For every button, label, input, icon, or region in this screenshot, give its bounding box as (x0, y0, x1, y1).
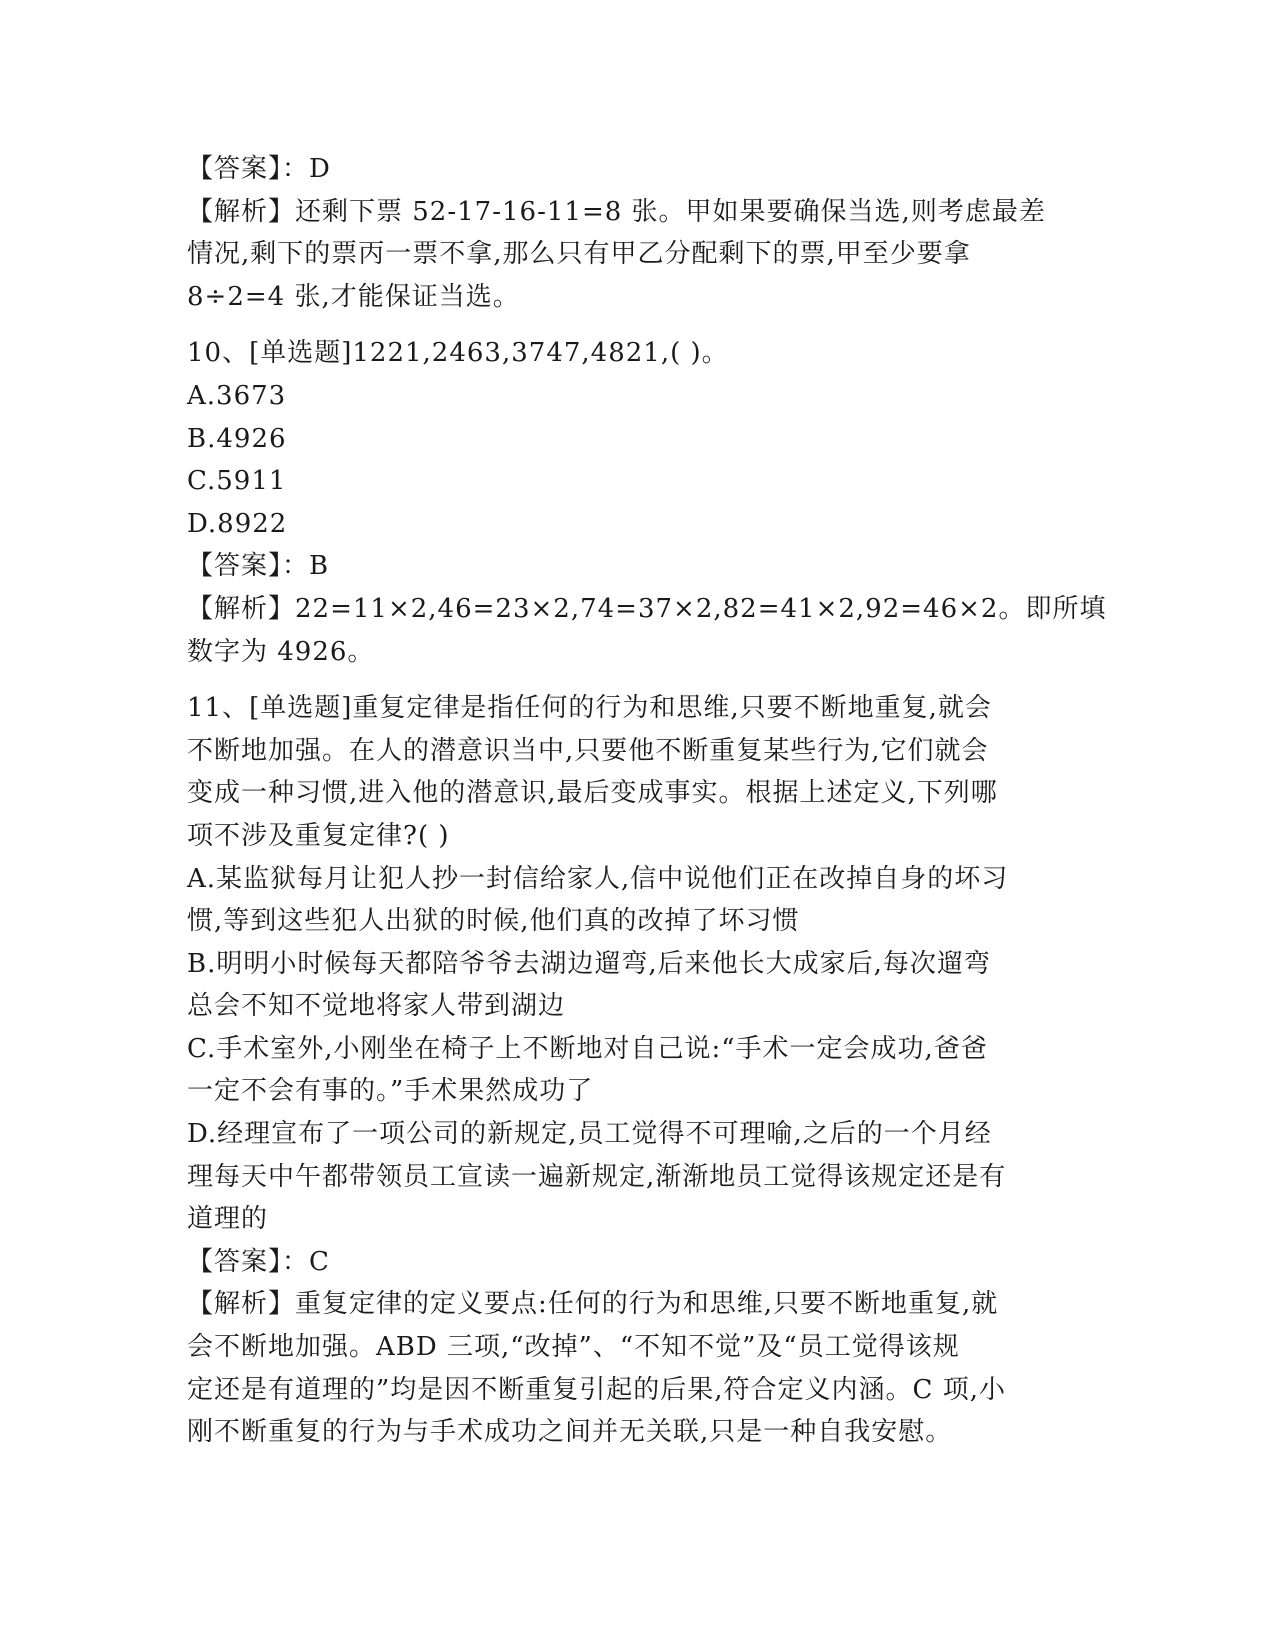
q9-analysis-line: 情况,剩下的票丙一票不拿,那么只有甲乙分配剩下的票,甲至少要拿 (187, 239, 971, 270)
q11-option-d-line: D.经理宣布了一项公司的新规定,员工觉得不可理喻,之后的一个月经 (187, 1119, 992, 1150)
q9-analysis-line: 【解析】还剩下票 52-17-16-11=8 张。甲如果要确保当选,则考虑最差 (187, 196, 1046, 227)
q9-block (187, 148, 1087, 318)
q11-question-line: 11、[单选题]重复定律是指任何的行为和思维,只要不断地重复,就会 (187, 693, 992, 724)
q11-option-b-line: B.明明小时候每天都陪爷爷去湖边遛弯,后来他长大成家后,每次遛弯 (187, 948, 991, 979)
q9-answer: 【答案】：D (187, 154, 331, 184)
q11-option-a-line: A.某监狱每月让犯人抄一封信给家人,信中说他们正在改掉自身的坏习 (187, 863, 1009, 894)
q9-analysis-line: 8÷2=4 张,才能保证当选。 (187, 281, 520, 312)
q11-option-c-line: C.手术室外,小刚坐在椅子上不断地对自己说:“手术一定会成功,爸爸 (187, 1033, 988, 1064)
q11-option-b-line: 总会不知不觉地将家人带到湖边 (187, 991, 566, 1022)
q10-answer: 【答案】：B (187, 551, 330, 582)
q11-option-d-line: 道理的 (187, 1204, 269, 1235)
spacer (187, 673, 1087, 687)
q11-block (187, 687, 1087, 1454)
q10-block (187, 332, 1107, 673)
q11-option-d-line: 理每天中午都带领员工宣读一遍新规定,渐渐地员工觉得该规定还是有 (187, 1161, 1007, 1192)
q10-analysis-line: 【解析】22=11×2,46=23×2,74=37×2,82=41×2,92=46×2。即所填 (187, 593, 1107, 624)
document-content (187, 148, 1107, 1454)
q10-question: 10、[单选题]1221,2463,3747,4821,( )。 (187, 338, 729, 369)
q11-analysis-line: 【解析】重复定律的定义要点:任何的行为和思维,只要不断地重复,就 (187, 1289, 999, 1320)
q11-option-a-line: 惯,等到这些犯人出狱的时候,他们真的改掉了坏习惯 (187, 906, 800, 937)
q11-analysis-line: 会不断地加强。ABD 三项,“改掉”、“不知不觉”及“员工觉得该规 (187, 1332, 960, 1363)
spacer (187, 318, 1087, 332)
q11-answer: 【答案】：C (187, 1246, 330, 1277)
q11-option-c-line: 一定不会有事的。”手术果然成功了 (187, 1076, 594, 1107)
q11-question-line: 变成一种习惯,进入他的潜意识,最后变成事实。根据上述定义,下列哪 (187, 778, 998, 809)
q11-analysis-line: 定还是有道理的”均是因不断重复引起的后果,符合定义内涵。C 项,小 (187, 1374, 1006, 1405)
q10-option-a: A.3673 (187, 380, 287, 411)
q11-question-line: 项不涉及重复定律?( ) (187, 820, 450, 851)
q10-option-c: C.5911 (187, 466, 287, 497)
q11-analysis-line: 刚不断重复的行为与手术成功之间并无关联,只是一种自我安慰。 (187, 1417, 953, 1448)
q10-analysis-line: 数字为 4926。 (187, 636, 375, 667)
q10-option-d: D.8922 (187, 508, 288, 539)
q10-option-b: B.4926 (187, 423, 287, 454)
q11-question-line: 不断地加强。在人的潜意识当中,只要他不断重复某些行为,它们就会 (187, 735, 989, 766)
